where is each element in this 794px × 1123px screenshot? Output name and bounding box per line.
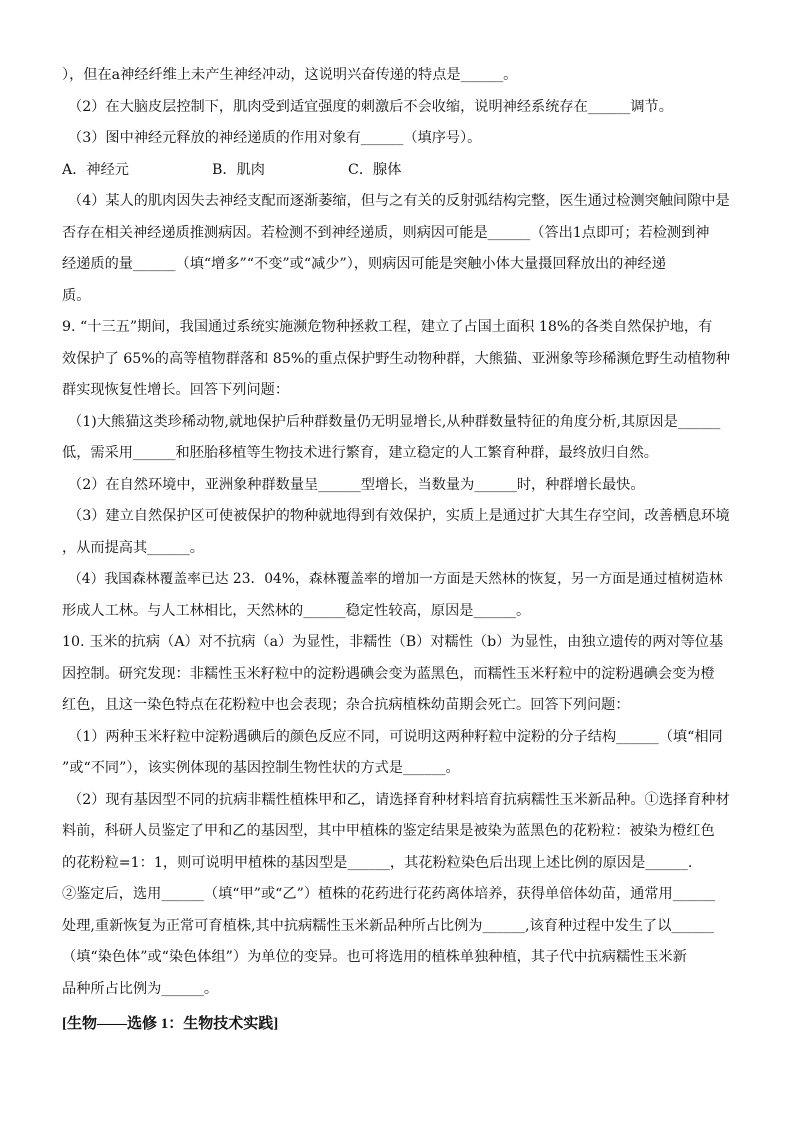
text-line: 处理,重新恢复为正常可育植株,其中抗病糯性玉米新品种所占比例为______,该育种过程中发生了以______	[62, 917, 714, 934]
text-line: 质。	[62, 287, 91, 304]
text-line: ，从而提高其______。	[62, 539, 204, 556]
text-line: 红色，且这一染色特点在花粉粒中也会表现；杂合抗病植株幼苗期会死亡。回答下列问题：	[62, 697, 630, 713]
document-page	[62, 60, 730, 1041]
question-8-4: （4）某人的肌肉因失去神经支配而逐渐萎缩，但与之有关的反射弧结构完整，医生通过检测突触间隙中是	[68, 193, 730, 209]
text-line: 因控制。研究发现：非糯性玉米籽粒中的淀粉遇碘会变为蓝黑色，而糯性玉米籽粒中的淀粉遇碘会变为橙	[62, 665, 715, 682]
question-10-1: （1）两种玉米籽粒中淀粉遇碘后的颜色反应不同，可说明这两种籽粒中淀粉的分子结构______（填“相同	[68, 728, 723, 745]
text-line: 形成人工林。与人工林相比，天然林的______稳定性较高，原因是______。	[62, 602, 531, 619]
option-a: A．神经元	[62, 161, 129, 178]
question-9: 9. “十三五”期间，我国通过系统实施濒危物种拯救工程，建立了占国土面积 18%的各类自然保护地，有	[62, 319, 713, 335]
text-line: ②鉴定后，选用______（填“甲”或“乙”）植株的花药进行花药离体培养，获得单倍体幼苗，通常用______	[62, 886, 716, 902]
question-9-4: （4）我国森林覆盖率已达 23．04%，森林覆盖率的增加一方面是天然林的恢复，另一方面是通过植树造林	[68, 571, 723, 587]
text-line: ”或“不同”），该实例体现的基因控制生物性状的方式是______。	[62, 760, 460, 776]
question-9-1: （1)大熊猫这类珍稀动物,就地保护后种群数量仍无明显增长,从种群数量特征的角度分析,其原因是______	[68, 413, 721, 430]
text-line: 群实现恢复性增长。回答下列问题：	[62, 382, 290, 398]
text-line: （填“染色体”或“染色体组”）为单位的变异。也可将选用的植株单独种植，其子代中抗病糯性玉米新	[62, 949, 687, 965]
question-8-3: （3）图中神经元释放的神经递质的作用对象有______（填序号）。	[68, 130, 482, 146]
text-line: 料前，科研人员鉴定了甲和乙的基因型，其中甲植株的鉴定结果是被染为蓝黑色的花粉粒：被染为橙红色	[62, 823, 715, 839]
question-10: 10. 玉米的抗病（A）对不抗病（a）为显性，非糯性（B）对糯性（b）为显性，由独立遗传的两对等位基	[62, 634, 724, 650]
answer-options	[62, 155, 730, 187]
option-c: C．腺体	[348, 161, 402, 178]
question-9-3: （3）建立自然保护区可使被保护的物种就地得到有效保护，实质上是通过扩大其生存空间，改善栖息环境	[68, 508, 730, 524]
question-10-2: （2）现有基因型不同的抗病非糯性植株甲和乙，请选择育种材料培育抗病糯性玉米新品种。①选择育种材	[68, 791, 730, 808]
section-heading: [生物——选修 1：生物技术实践]	[62, 1016, 279, 1032]
text-line: 的花粉粒=1：1，则可说明甲植株的基因型是______，其花粉粒染色后出现上述比例的原因是______.	[62, 854, 693, 871]
question-8-2: （2）在大脑皮层控制下，肌肉受到适宜强度的刺激后不会收缩，说明神经系统存在______调节。	[68, 98, 673, 115]
text-line: 低，需采用______和胚胎移植等生物技术进行繁育，建立稳定的人工繁育种群，最终放归自然。	[62, 445, 658, 461]
text-line: ），但在a神经纤维上未产生神经冲动，这说明兴奋传递的特点是______。	[62, 67, 518, 83]
question-9-2: （2）在自然环境中，亚洲象种群数量呈______型增长，当数量为______时，种群增长最快。	[68, 476, 645, 493]
text-line: 品种所占比例为______。	[62, 980, 219, 997]
text-line: 效保护了 65%的高等植物群落和 85%的重点保护野生动物种群，大熊猫、亚洲象等珍稀濒危野生动植物种	[62, 350, 730, 367]
option-b: B．肌肉	[212, 161, 265, 178]
text-line: 经递质的量______（填“增多”“不变”或“减少”），则病因可能是突触小体大量摄回释放出的神经递	[62, 256, 666, 272]
text-line: 否存在相关神经递质推测病因。若检测不到神经递质，则病因可能是______（答出1点即可；若检测到神	[62, 224, 710, 241]
